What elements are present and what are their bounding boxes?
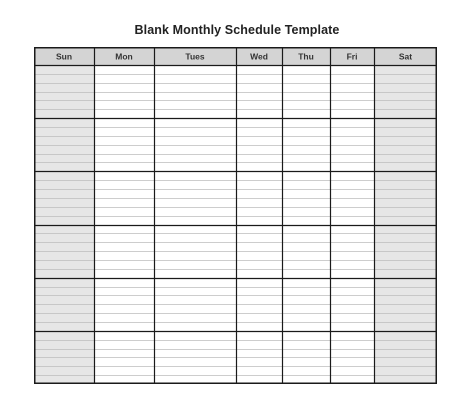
weekend-column-fill-sun: [34, 65, 94, 384]
day-header-sun: Sun: [55, 51, 73, 62]
day-header-wed: Wed: [250, 51, 268, 62]
day-header-tues: Tues: [185, 51, 205, 62]
day-header-sat: Sat: [398, 51, 413, 62]
weekend-column-fill-sat: [374, 65, 437, 384]
day-header-thu: Thu: [298, 51, 314, 62]
day-header-mon: Mon: [115, 51, 133, 62]
day-header-fri: Fri: [346, 51, 358, 62]
calendar-svg: [34, 47, 437, 384]
page-title: Blank Monthly Schedule Template: [134, 23, 340, 37]
monthly-calendar-grid: [34, 47, 437, 384]
